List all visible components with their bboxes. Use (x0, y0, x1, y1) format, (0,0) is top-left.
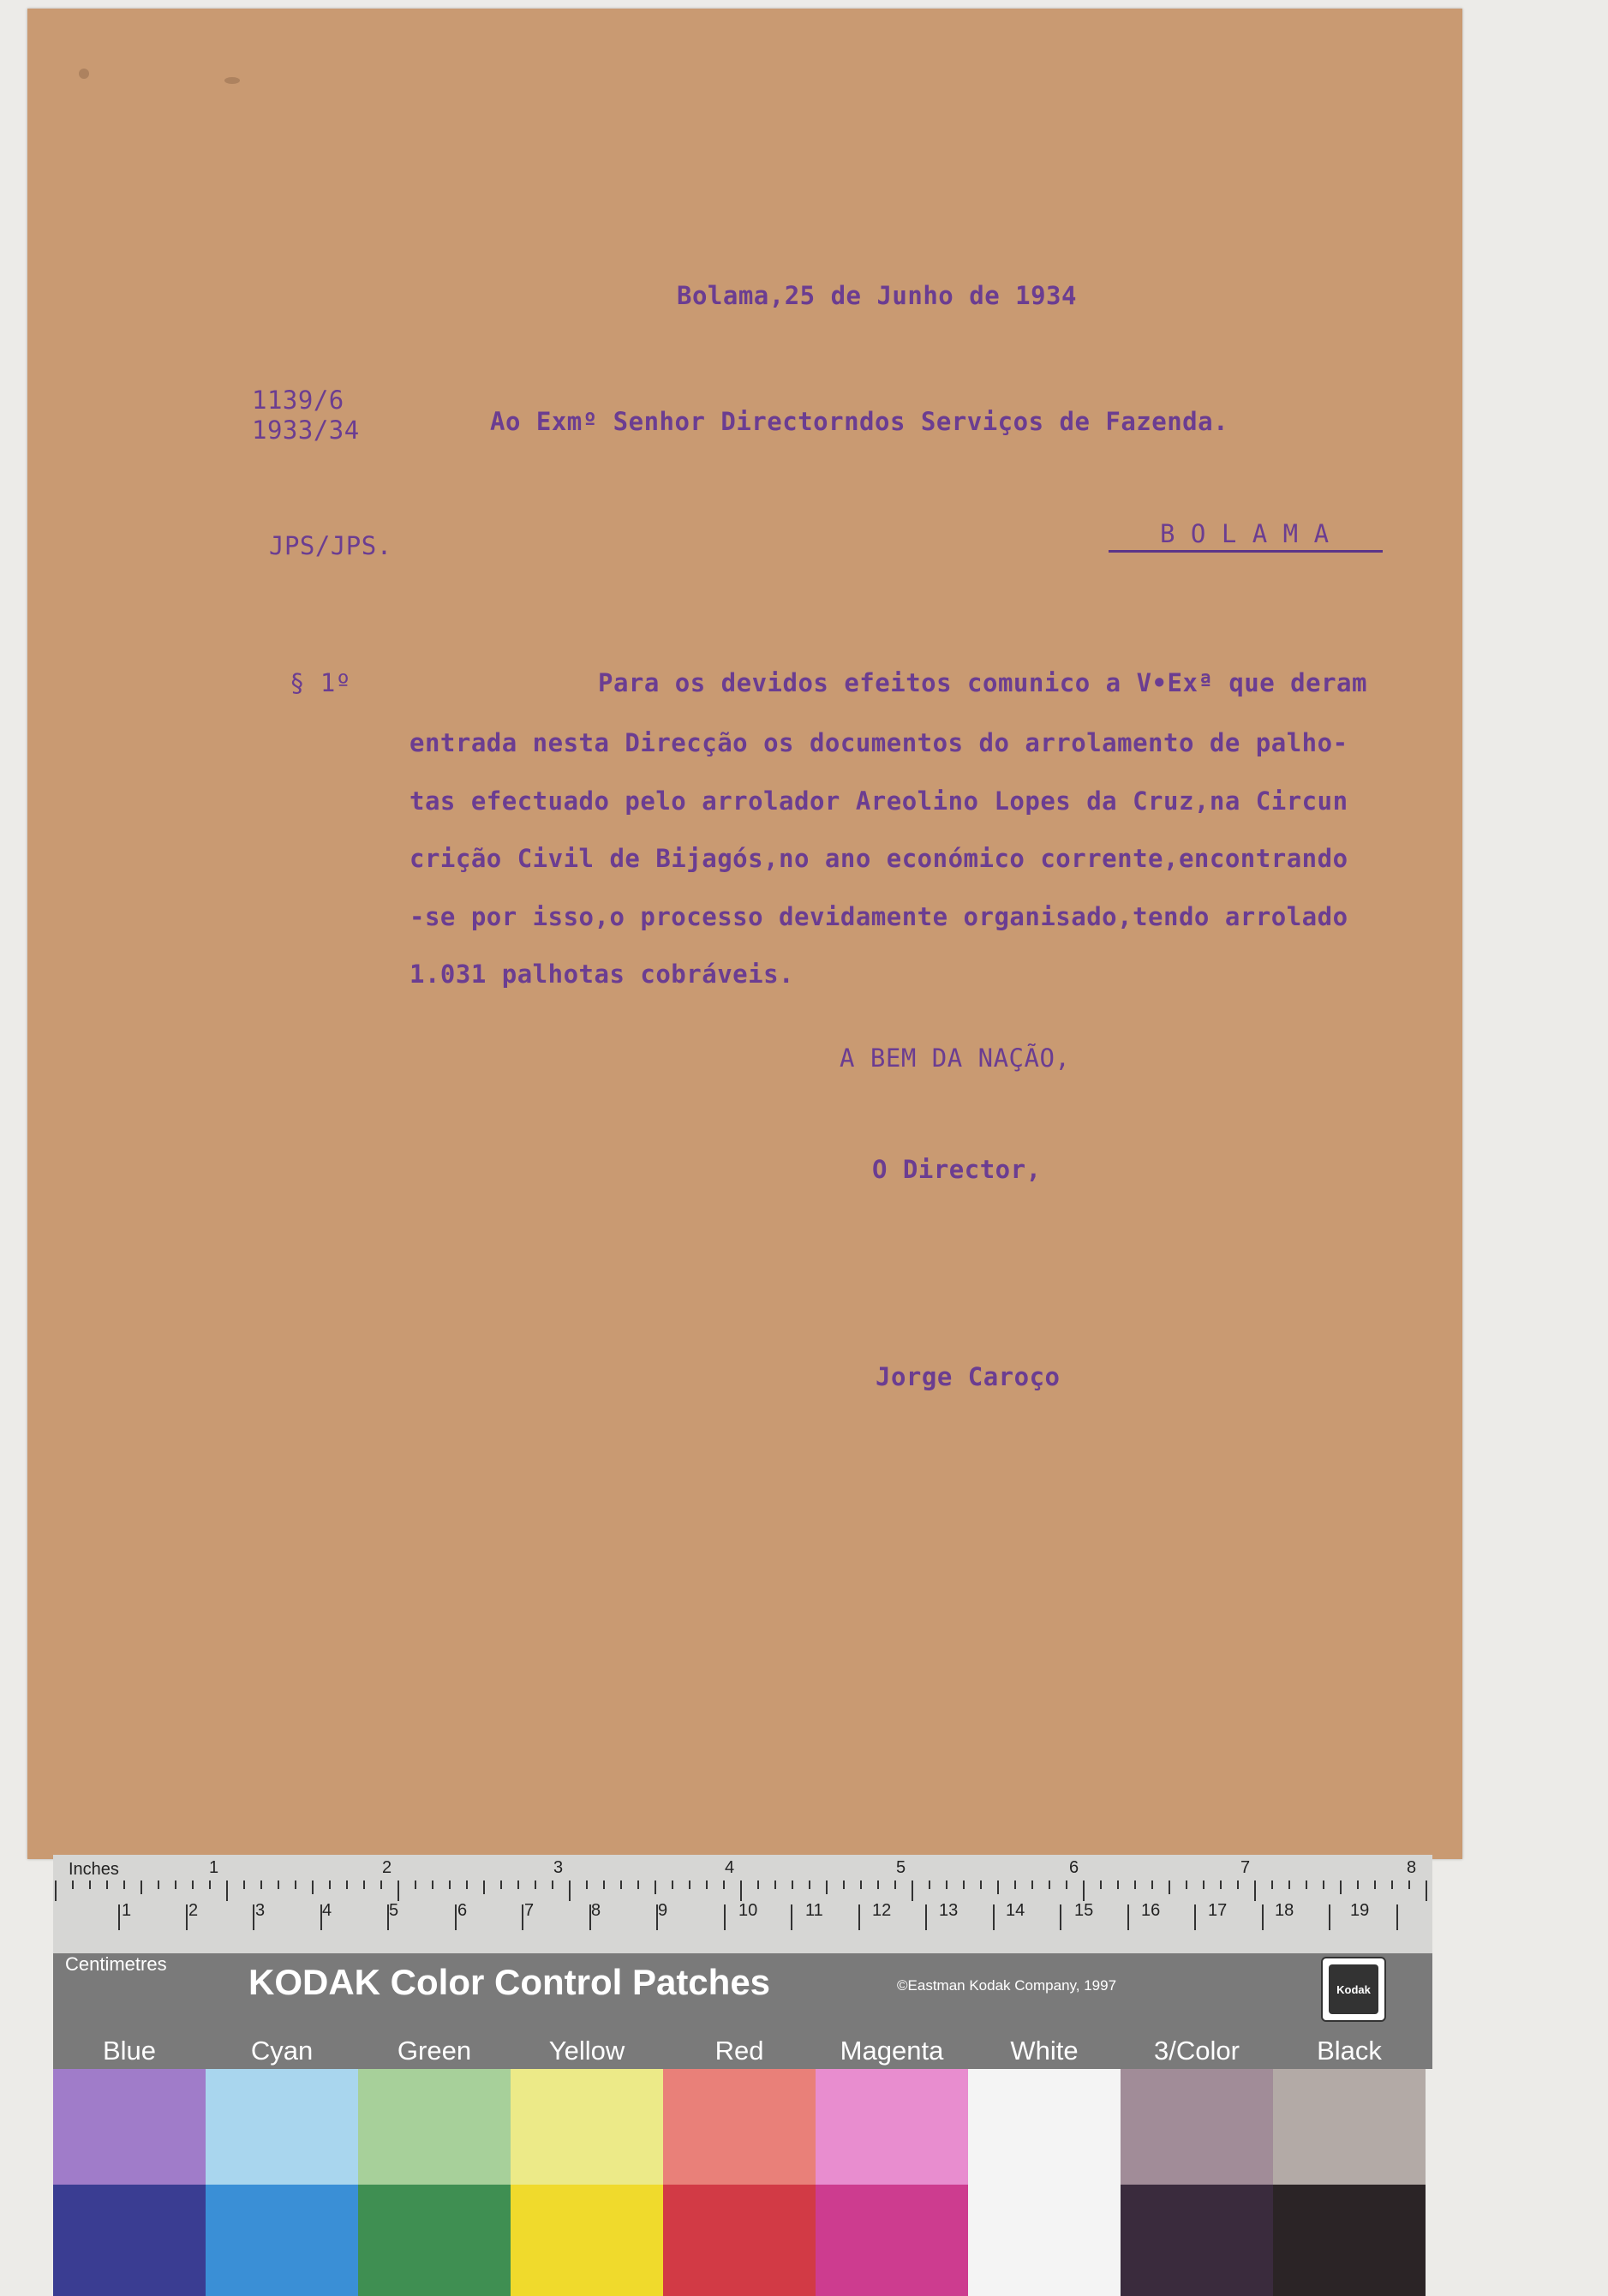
ruler-tick (655, 1880, 656, 1894)
ruler-tick-cm (858, 1904, 860, 1930)
ruler-tick (260, 1880, 262, 1889)
ink-spot (224, 77, 240, 84)
ruler-tick (1340, 1880, 1342, 1894)
ruler-tick (535, 1880, 536, 1889)
target-title: KODAK Color Control Patches (248, 1962, 771, 2002)
ruler-tick-cm (455, 1904, 457, 1930)
reference-number-2: 1933/34 (252, 416, 360, 445)
patch-label-yellow: Yellow (548, 2036, 625, 2066)
ruler-tick (123, 1880, 125, 1889)
ruler-tick-cm (925, 1904, 927, 1930)
cm-number: 19 (1350, 1901, 1370, 1920)
ruler-tick-cm (1060, 1904, 1061, 1930)
ruler-tick (792, 1880, 793, 1889)
ruler-tick (1391, 1880, 1393, 1889)
ruler-tick (929, 1880, 930, 1889)
ruler-tick (1031, 1880, 1033, 1889)
color-patch-top (206, 2069, 358, 2185)
letter-page (27, 9, 1462, 1859)
closing-salutation: A BEM DA NAÇÃO, (840, 1043, 1071, 1073)
color-patch-bottom (358, 2185, 511, 2296)
patch-label-3color: 3/Color (1154, 2036, 1240, 2066)
cm-number: 8 (591, 1901, 601, 1920)
signatory-name: Jorge Caroço (876, 1362, 1061, 1391)
color-patch-bottom (511, 2185, 663, 2296)
ruler-tick (1374, 1880, 1376, 1889)
ruler-tick-cm (724, 1904, 726, 1930)
ruler-tick (809, 1880, 810, 1889)
ruler-tick (226, 1880, 228, 1901)
ruler-tick (295, 1880, 296, 1889)
cm-number: 1 (122, 1901, 132, 1920)
inches-label: Inches (69, 1860, 119, 1879)
body-line: tas efectuado pelo arrolador Areolino Lopes da Cruz,na Circun (409, 786, 1348, 816)
patch-label-cyan: Cyan (250, 2036, 314, 2066)
patch-label-black: Black (1317, 2036, 1382, 2066)
ruler-tick (912, 1880, 913, 1901)
patch-label-green: Green (397, 2036, 472, 2066)
body-line: crição Civil de Bijagós,no ano económico corrente,encontrando (409, 844, 1348, 873)
inch-number: 7 (1240, 1858, 1251, 1877)
cm-number: 17 (1208, 1901, 1228, 1920)
cm-number: 5 (389, 1901, 399, 1920)
ruler-tick (1220, 1880, 1222, 1889)
color-patch-top (663, 2069, 816, 2185)
ruler-tick (757, 1880, 759, 1889)
centimetres-label: Centimetres (65, 1953, 167, 1975)
body-line: -se por isso,o processo devidamente organisado,tendo arrolado (409, 902, 1348, 931)
ruler-tick (1100, 1880, 1102, 1889)
color-patch-top (968, 2069, 1121, 2185)
inch-number: 8 (1407, 1858, 1417, 1877)
ruler-tick (843, 1880, 845, 1889)
ruler-tick (1134, 1880, 1136, 1889)
ruler-tick (209, 1880, 211, 1889)
ruler-tick-cm (1194, 1904, 1196, 1930)
ruler-tick (517, 1880, 519, 1889)
ruler-tick (672, 1880, 673, 1889)
ruler-tick (140, 1880, 142, 1894)
destination: B O L A M A (1160, 519, 1330, 548)
ruler-tick (415, 1880, 416, 1889)
ruler-tick (346, 1880, 348, 1889)
cm-number: 3 (255, 1901, 266, 1920)
ruler-tick (1306, 1880, 1307, 1889)
ruler-tick (603, 1880, 605, 1889)
color-patch-bottom (816, 2185, 968, 2296)
ruler-tick (363, 1880, 365, 1889)
reference-number-1: 1139/6 (252, 386, 344, 415)
color-patch-top (1121, 2069, 1273, 2185)
inch-number: 2 (382, 1858, 392, 1877)
date-line: Bolama,25 de Junho de 1934 (677, 281, 1077, 310)
ruler-tick (1066, 1880, 1067, 1889)
ink-spot (79, 69, 89, 79)
addressee-line: Ao Exmº Senhor Directorndos Serviços de Fazenda. (490, 407, 1229, 436)
ruler-tick (192, 1880, 194, 1889)
ruler-tick-cm (993, 1904, 995, 1930)
ruler-tick (774, 1880, 776, 1889)
ruler-tick (1271, 1880, 1273, 1889)
color-patch-bottom (1121, 2185, 1273, 2296)
ruler-tick (1117, 1880, 1119, 1889)
ruler-tick (1083, 1880, 1085, 1901)
color-patch-bottom (53, 2185, 206, 2296)
ruler-tick (55, 1880, 57, 1901)
ruler-tick (1186, 1880, 1187, 1889)
ruler-tick (1014, 1880, 1016, 1889)
color-patch-top (1273, 2069, 1426, 2185)
ruler-tick (637, 1880, 639, 1889)
cm-number: 12 (872, 1901, 892, 1920)
inch-number: 3 (553, 1858, 564, 1877)
ruler-tick (740, 1880, 742, 1901)
copyright-text: ©Eastman Kodak Company, 1997 (897, 1977, 1117, 1994)
ruler-tick (89, 1880, 91, 1889)
ruler-tick (689, 1880, 690, 1889)
inch-number: 1 (209, 1858, 219, 1877)
ruler-tick (1169, 1880, 1170, 1894)
patch-label-blue: Blue (102, 2036, 157, 2066)
ruler-tick (1237, 1880, 1239, 1889)
ruler-tick (1323, 1880, 1324, 1889)
ruler-tick (963, 1880, 965, 1889)
destination-underline (1109, 550, 1383, 553)
cm-number: 11 (805, 1901, 823, 1920)
color-patch-bottom (968, 2185, 1121, 2296)
signatory-title: O Director, (872, 1155, 1042, 1184)
ruler-tick (278, 1880, 279, 1889)
body-line: 1.031 palhotas cobráveis. (409, 960, 794, 989)
ruler-tick-cm (522, 1904, 523, 1930)
ruler-tick (1049, 1880, 1050, 1889)
measurement-ruler (53, 1855, 1432, 1955)
cm-number: 9 (658, 1901, 668, 1920)
ruler-tick (380, 1880, 382, 1889)
cm-number: 16 (1141, 1901, 1161, 1920)
ruler-tick (398, 1880, 399, 1901)
ruler-tick (826, 1880, 828, 1894)
color-patch-top (511, 2069, 663, 2185)
color-patch-bottom (206, 2185, 358, 2296)
ruler-tick (1357, 1880, 1359, 1889)
ruler-tick-cm (186, 1904, 188, 1930)
kodak-color-target (53, 1855, 1432, 2257)
ruler-tick (106, 1880, 108, 1889)
patch-labels (53, 2030, 1432, 2069)
ruler-tick (1408, 1880, 1410, 1889)
inch-number: 6 (1069, 1858, 1079, 1877)
patch-label-white: White (1010, 2036, 1079, 2066)
ruler-tick (569, 1880, 571, 1901)
cm-number: 18 (1275, 1901, 1294, 1920)
ruler-tick-cm (1396, 1904, 1398, 1930)
ruler-tick (72, 1880, 74, 1889)
ruler-tick (1151, 1880, 1153, 1889)
ruler-tick (706, 1880, 708, 1889)
ruler-tick (997, 1880, 999, 1894)
ruler-tick (946, 1880, 947, 1889)
cm-number: 7 (524, 1901, 535, 1920)
cm-number: 13 (939, 1901, 959, 1920)
ruler-tick (243, 1880, 245, 1889)
ruler-tick (552, 1880, 553, 1889)
ruler-tick (175, 1880, 176, 1889)
patch-label-magenta: Magenta (840, 2036, 944, 2066)
color-patch-top (53, 2069, 206, 2185)
ruler-tick (1426, 1880, 1427, 1901)
inch-number: 4 (725, 1858, 735, 1877)
ruler-tick (894, 1880, 896, 1889)
color-patch-top (358, 2069, 511, 2185)
title-band (53, 1953, 1432, 2030)
ruler-tick (449, 1880, 451, 1889)
ruler-tick (500, 1880, 502, 1889)
ruler-tick (483, 1880, 485, 1894)
color-patch-bottom (1273, 2185, 1426, 2296)
cm-number: 14 (1006, 1901, 1025, 1920)
ruler-tick (586, 1880, 588, 1889)
ruler-tick (1203, 1880, 1205, 1889)
ruler-tick (1254, 1880, 1256, 1901)
ruler-tick (312, 1880, 314, 1894)
cm-number: 10 (738, 1901, 758, 1920)
ruler-tick-cm (253, 1904, 254, 1930)
inch-number: 5 (896, 1858, 906, 1877)
ruler-tick-cm (791, 1904, 792, 1930)
color-patch-bottom (663, 2185, 816, 2296)
ruler-tick (877, 1880, 879, 1889)
ruler-tick (1288, 1880, 1290, 1889)
patch-label-red: Red (714, 2036, 764, 2066)
ruler-tick (723, 1880, 725, 1889)
paragraph-mark: § 1º (290, 668, 351, 697)
cm-number: 15 (1074, 1901, 1094, 1920)
color-patch-top (816, 2069, 968, 2185)
ruler-tick-cm (1329, 1904, 1330, 1930)
cm-number: 4 (322, 1901, 332, 1920)
ruler-tick-cm (1262, 1904, 1264, 1930)
ruler-tick (329, 1880, 331, 1889)
kodak-logo (1321, 1957, 1386, 2022)
initials: JPS/JPS. (269, 531, 392, 560)
ruler-tick (466, 1880, 468, 1889)
ruler-tick (980, 1880, 982, 1889)
cm-number: 6 (457, 1901, 468, 1920)
body-line: Para os devidos efeitos comunico a V•Exª que deram (598, 668, 1367, 697)
ruler-tick-cm (118, 1904, 120, 1930)
cm-number: 2 (188, 1901, 199, 1920)
ruler-tick (432, 1880, 433, 1889)
ruler-tick (158, 1880, 159, 1889)
ruler-tick-cm (1127, 1904, 1129, 1930)
ruler-tick (620, 1880, 622, 1889)
ruler-tick (860, 1880, 862, 1889)
body-line: entrada nesta Direcção os documentos do arrolamento de palho- (409, 728, 1348, 757)
kodak-logo-mark: Kodak (1329, 1964, 1378, 2014)
